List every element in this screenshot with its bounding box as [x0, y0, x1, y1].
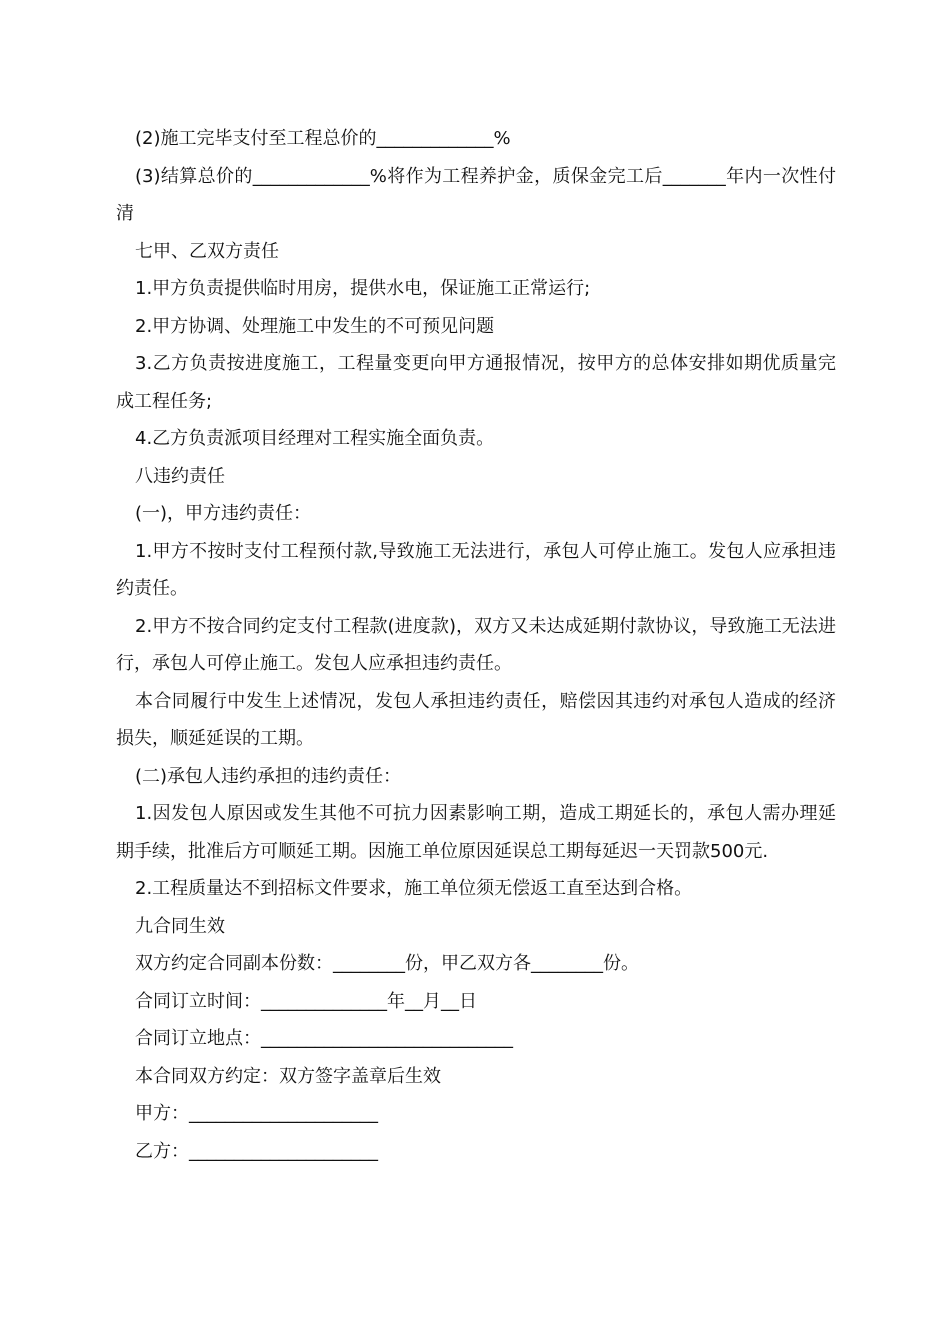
payment-clause-2: (2)施工完毕支付至工程总价的_____________%: [135, 128, 511, 149]
party-a-signature-line: 甲方：_____________________: [135, 1103, 378, 1124]
section-heading-breach: 八违约责任: [135, 465, 225, 487]
effective-clause: 本合同双方约定：双方签字盖章后生效: [135, 1065, 441, 1087]
document-body: [116, 120, 836, 1170]
section-heading-effect: 九合同生效: [135, 915, 225, 937]
breach-party-a-item-2: 2.甲方不按合同约定支付工程款(进度款)，双方又未达成延期付款协议，导致施工无法进行，承包人可停止施工。发包人应承担违约责任。: [116, 615, 836, 674]
payment-clause-3: (3)结算总价的_____________%将作为工程养护金，质保金完工后_______年内一次性付清: [116, 165, 836, 224]
breach-subheading-party-a: (一)，甲方违约责任：: [135, 503, 312, 524]
signing-date-line: 合同订立时间：______________年__月__日: [135, 990, 477, 1012]
responsibility-item-1: 1.甲方负责提供临时用房，提供水电，保证施工正常运行;: [135, 278, 591, 299]
breach-compensation-paragraph: 本合同履行中发生上述情况，发包人承担违约责任，赔偿因其违约对承包人造成的经济损失，顺延延误的工期。: [116, 690, 836, 749]
responsibility-item-2: 2.甲方协调、处理施工中发生的不可预见问题: [135, 315, 495, 337]
copies-line: 双方约定合同副本份数：________份，甲乙双方各________份。: [135, 953, 639, 974]
section-heading-responsibilities: 七甲、乙双方责任: [135, 240, 279, 262]
breach-party-a-item-1: 1.甲方不按时支付工程预付款,导致施工无法进行，承包人可停止施工。发包人应承担违约责任。: [116, 540, 836, 599]
breach-contractor-item-2: 2.工程质量达不到招标文件要求，施工单位须无偿返工直至达到合格。: [135, 878, 693, 899]
breach-subheading-contractor: (二)承包人违约承担的违约责任：: [135, 765, 402, 787]
signing-place-line: 合同订立地点：____________________________: [135, 1028, 513, 1049]
responsibility-item-4: 4.乙方负责派项目经理对工程实施全面负责。: [135, 428, 495, 449]
responsibility-item-3: 3.乙方负责按进度施工，工程量变更向甲方通报情况，按甲方的总体安排如期优质量完成工程任务;: [116, 353, 836, 412]
party-b-signature-line: 乙方：_____________________: [135, 1140, 378, 1162]
breach-contractor-item-1: 1.因发包人原因或发生其他不可抗力因素影响工期，造成工期延长的，承包人需办理延期手续，批准后方可顺延工期。因施工单位原因延误总工期每延迟一天罚款500元.: [116, 803, 836, 862]
